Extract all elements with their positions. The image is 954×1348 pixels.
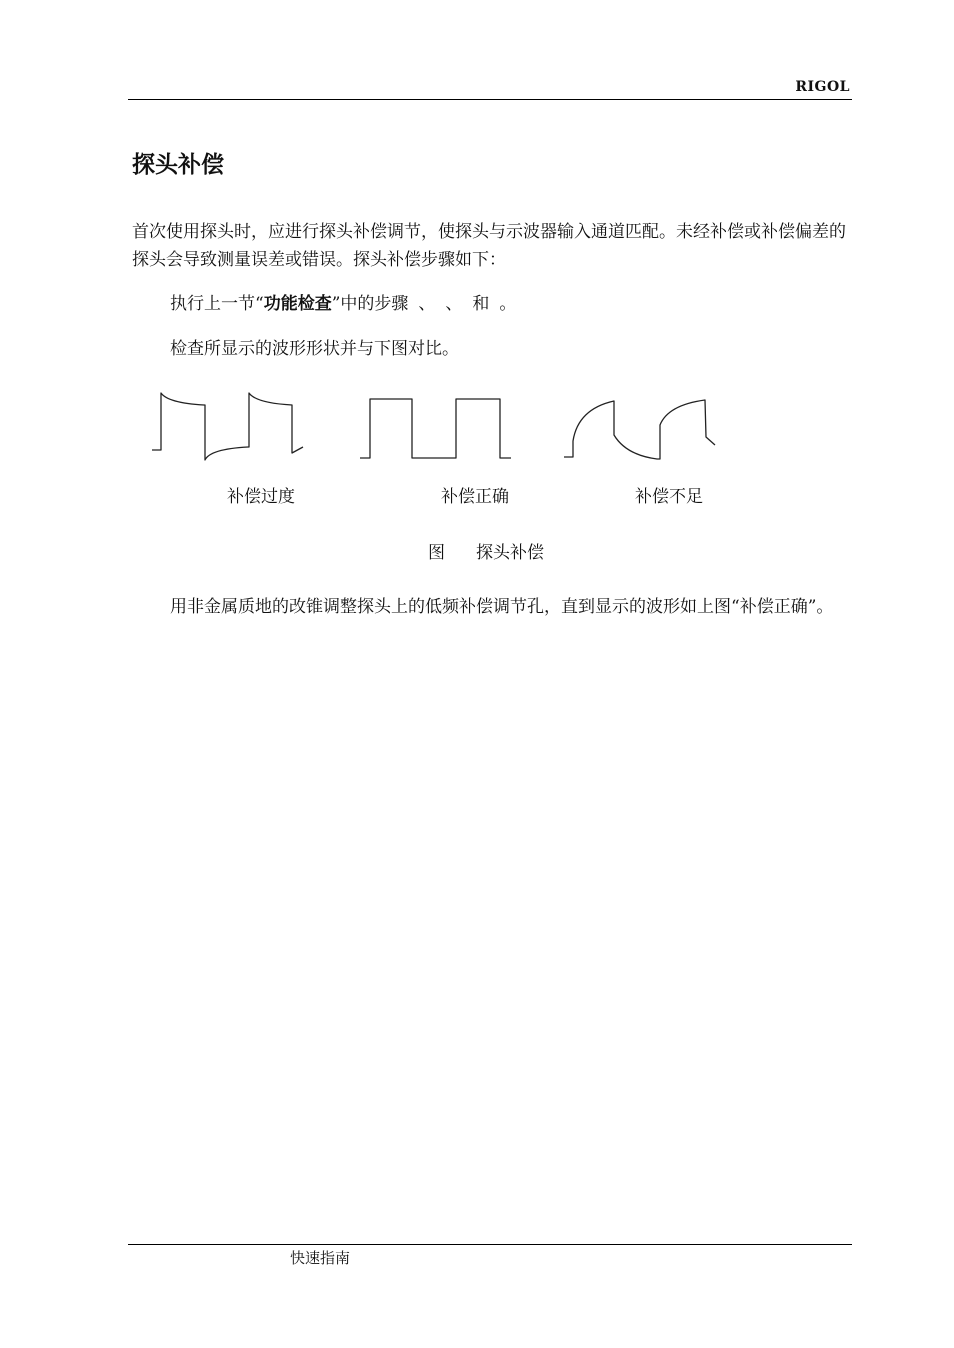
function-check-link[interactable]: 功能检查: [263, 294, 332, 314]
step-1-sep-2: 、: [445, 294, 463, 314]
step-3: 用非金属质地的改锥调整探头上的低频补偿调节孔，直到显示的波形如上图“补偿正确”。: [170, 597, 834, 617]
intro-paragraph: 首次使用探头时，应进行探头补偿调节，使探头与示波器输入通道匹配。未经补偿或补偿偏差的探头会导致测量误差或错误。探头补偿步骤如下：: [132, 222, 846, 270]
step-1: [170, 290, 516, 318]
waveform-under-compensated: [564, 400, 715, 459]
label-under-compensated: 补偿不足: [635, 487, 703, 507]
step-1-sep-1: 、: [418, 294, 436, 314]
figure-caption-title: 探头补偿: [476, 543, 544, 563]
figure-caption: [428, 538, 544, 563]
footer-text: 快速指南: [290, 1249, 351, 1267]
probe-compensation-waveforms: [148, 385, 728, 471]
waveform-over-compensated: [152, 393, 303, 460]
step-2: 检查所显示的波形形状并与下图对比。: [170, 339, 459, 359]
section-title: 探头补偿: [132, 152, 224, 178]
step-1-prefix: 执行上一节“: [170, 294, 264, 314]
header-rule: [128, 99, 852, 100]
figure-caption-prefix: 图: [428, 543, 445, 563]
step-1-suffix: ”中的步骤: [331, 294, 409, 314]
step-1-end: 。: [499, 294, 517, 314]
label-correct: 补偿正确: [441, 487, 509, 507]
footer-rule: [128, 1244, 852, 1245]
label-over-compensated: 补偿过度: [227, 487, 295, 507]
step-1-and: 和: [472, 294, 490, 314]
header-brand: RIGOL: [795, 79, 850, 95]
waveform-correct: [360, 399, 511, 458]
